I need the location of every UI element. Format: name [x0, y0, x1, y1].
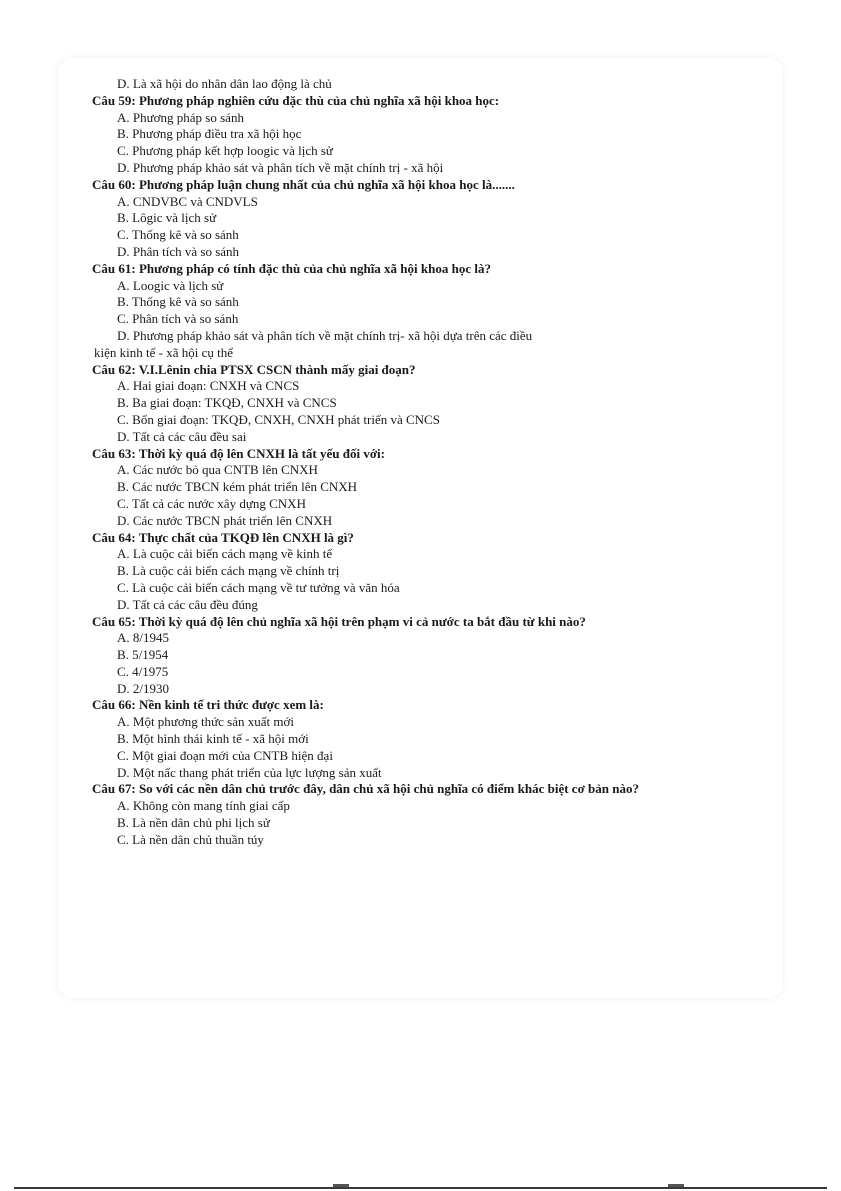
- answer-option: A. Một phương thức sản xuất mới: [117, 714, 294, 730]
- question-heading: Câu 62: V.I.Lênin chia PTSX CSCN thành mấy giai đoạn?: [92, 361, 416, 377]
- answer-option: A. Loogic và lịch sử: [117, 277, 224, 293]
- answer-option: A. Các nước bỏ qua CNTB lên CNXH: [117, 462, 318, 478]
- question-heading: Câu 61: Phương pháp có tính đặc thù của chủ nghĩa xã hội khoa học là?: [92, 260, 491, 276]
- rule-mark: [333, 1184, 349, 1187]
- answer-option: B. Là nền dân chủ phi lịch sử: [117, 815, 270, 831]
- answer-option: B. 5/1954: [117, 647, 169, 663]
- answer-option: D. Phương pháp khảo sát và phân tích về mặt chính trị - xã hội: [117, 159, 444, 175]
- answer-option: B. Phương pháp điều tra xã hội học: [117, 126, 302, 142]
- question-heading: Câu 65: Thời kỳ quá độ lên chủ nghĩa xã hội trên phạm vi cả nước ta bắt đầu từ khi nào?: [92, 613, 586, 629]
- answer-option: A. Không còn mang tính giai cấp: [117, 798, 290, 814]
- question-heading: Câu 64: Thực chất của TKQĐ lên CNXH là gì?: [92, 529, 354, 545]
- answer-option: A. 8/1945: [117, 630, 169, 646]
- answer-option: D. Phương pháp khảo sát và phân tích về mặt chính trị- xã hội dựa trên các điều: [117, 327, 533, 343]
- option-continuation: kiện kinh tế - xã hội cụ thể: [94, 344, 233, 360]
- bottom-rule: [14, 1187, 827, 1189]
- answer-option: C. Là nền dân chủ thuần túy: [117, 831, 264, 847]
- answer-option: D. Tất cả các câu đều sai: [117, 428, 247, 444]
- question-heading: Câu 67: So với các nền dân chủ trước đây, dân chủ xã hội chủ nghĩa có điểm khác biệt cơ bản nào?: [92, 781, 639, 797]
- answer-option: D. Một nấc thang phát triển của lực lượng sản xuất: [117, 764, 382, 780]
- rule-mark: [668, 1184, 684, 1187]
- answer-option: B. Ba giai đoạn: TKQĐ, CNXH và CNCS: [117, 395, 337, 411]
- answer-option: D. Tất cả các câu đều đúng: [117, 596, 258, 612]
- answer-option: C. Là cuộc cải biến cách mạng về tư tưởng và văn hóa: [117, 579, 400, 595]
- answer-option: D. Phân tích và so sánh: [117, 243, 240, 259]
- answer-option: D. Là xã hội do nhân dân lao động là chủ: [117, 76, 332, 91]
- question-heading: Câu 66: Nền kinh tế tri thức được xem là:: [92, 697, 324, 713]
- answer-option: A. Hai giai đoạn: CNXH và CNCS: [117, 378, 300, 394]
- answer-option: B. Các nước TBCN kém phát triển lên CNXH: [117, 479, 358, 495]
- answer-option: D. Các nước TBCN phát triển lên CNXH: [117, 512, 333, 528]
- answer-option: B. Thống kê và so sánh: [117, 294, 239, 310]
- answer-option: C. Một giai đoạn mới của CNTB hiện đại: [117, 747, 333, 763]
- answer-option: C. Thống kê và so sánh: [117, 227, 239, 243]
- answer-option: C. 4/1975: [117, 663, 169, 679]
- answer-option: B. Là cuộc cải biến cách mạng về chính trị: [117, 563, 340, 579]
- answer-option: C. Bốn giai đoạn: TKQĐ, CNXH, CNXH phát triển và CNCS: [117, 411, 440, 427]
- question-heading: Câu 63: Thời kỳ quá độ lên CNXH là tất yếu đối với:: [92, 445, 385, 461]
- answer-option: A. Phương pháp so sánh: [117, 109, 244, 125]
- answer-option: A. Là cuộc cải biến cách mạng về kinh tế: [117, 546, 333, 562]
- answer-option: A. CNDVBC và CNDVLS: [117, 193, 258, 209]
- question-heading: Câu 60: Phương pháp luận chung nhất của chủ nghĩa xã hội khoa học là.......: [92, 176, 515, 192]
- answer-option: B. Lôgic và lịch sử: [117, 210, 217, 226]
- answer-option: D. 2/1930: [117, 680, 169, 696]
- answer-option: C. Tất cả các nước xây dựng CNXH: [117, 495, 306, 511]
- question-heading: Câu 59: Phương pháp nghiên cứu đặc thù của chủ nghĩa xã hội khoa học:: [92, 92, 500, 108]
- answer-option: B. Một hình thái kinh tế - xã hội mới: [117, 731, 309, 747]
- quiz-content: [92, 76, 732, 849]
- answer-option: C. Phân tích và so sánh: [117, 311, 239, 327]
- answer-option: C. Phương pháp kết hợp loogic và lịch sử: [117, 143, 333, 159]
